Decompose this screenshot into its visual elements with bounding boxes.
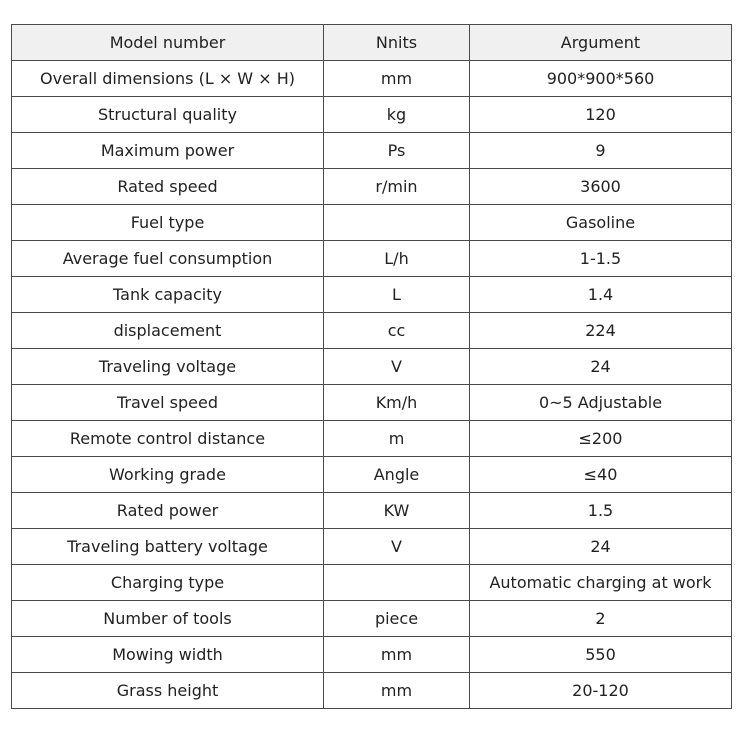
row-unit: Ps [324, 133, 470, 169]
row-value: 550 [470, 637, 732, 673]
row-unit: cc [324, 313, 470, 349]
table-row [12, 313, 732, 349]
row-label: Rated power [12, 493, 324, 529]
row-value: 0~5 Adjustable [470, 385, 732, 421]
spec-table [11, 24, 732, 709]
row-label: Mowing width [12, 637, 324, 673]
table-row [12, 565, 732, 601]
table-row [12, 637, 732, 673]
table-row [12, 457, 732, 493]
row-unit: L/h [324, 241, 470, 277]
row-value: ≤200 [470, 421, 732, 457]
row-value: 9 [470, 133, 732, 169]
row-value: 1-1.5 [470, 241, 732, 277]
table-row [12, 205, 732, 241]
row-value: 24 [470, 349, 732, 385]
row-value: 120 [470, 97, 732, 133]
row-unit: V [324, 349, 470, 385]
header-argument: Argument [470, 25, 732, 61]
row-label: Tank capacity [12, 277, 324, 313]
row-value: 24 [470, 529, 732, 565]
row-unit: m [324, 421, 470, 457]
table-row [12, 673, 732, 709]
table-row [12, 601, 732, 637]
row-label: Charging type [12, 565, 324, 601]
row-value: ≤40 [470, 457, 732, 493]
row-unit: L [324, 277, 470, 313]
row-value: 224 [470, 313, 732, 349]
row-label: Overall dimensions (L × W × H) [12, 61, 324, 97]
row-unit: piece [324, 601, 470, 637]
table-header-row [12, 25, 732, 61]
row-value: 1.5 [470, 493, 732, 529]
row-label: Traveling voltage [12, 349, 324, 385]
row-label: Remote control distance [12, 421, 324, 457]
row-value: Gasoline [470, 205, 732, 241]
row-unit: kg [324, 97, 470, 133]
row-label: Working grade [12, 457, 324, 493]
row-unit: mm [324, 637, 470, 673]
row-unit [324, 565, 470, 601]
table-row [12, 421, 732, 457]
row-value: 1.4 [470, 277, 732, 313]
row-value: 900*900*560 [470, 61, 732, 97]
row-value: 3600 [470, 169, 732, 205]
table-row [12, 493, 732, 529]
row-unit: V [324, 529, 470, 565]
table-row [12, 169, 732, 205]
row-label: Structural quality [12, 97, 324, 133]
row-label: Traveling battery voltage [12, 529, 324, 565]
row-label: Average fuel consumption [12, 241, 324, 277]
table-row [12, 61, 732, 97]
row-unit: mm [324, 61, 470, 97]
row-label: Rated speed [12, 169, 324, 205]
table-row [12, 97, 732, 133]
row-value: 2 [470, 601, 732, 637]
table-row [12, 133, 732, 169]
table-row [12, 385, 732, 421]
row-unit: KW [324, 493, 470, 529]
row-unit: r/min [324, 169, 470, 205]
row-unit: mm [324, 673, 470, 709]
row-label: Fuel type [12, 205, 324, 241]
row-label: Maximum power [12, 133, 324, 169]
header-model-number: Model number [12, 25, 324, 61]
table-row [12, 241, 732, 277]
row-value: Automatic charging at work [470, 565, 732, 601]
row-unit: Km/h [324, 385, 470, 421]
row-label: Grass height [12, 673, 324, 709]
row-label: displacement [12, 313, 324, 349]
table-row [12, 529, 732, 565]
table-row [12, 277, 732, 313]
row-unit: Angle [324, 457, 470, 493]
row-value: 20-120 [470, 673, 732, 709]
header-units: Nnits [324, 25, 470, 61]
row-label: Travel speed [12, 385, 324, 421]
table-row [12, 349, 732, 385]
row-unit [324, 205, 470, 241]
row-label: Number of tools [12, 601, 324, 637]
